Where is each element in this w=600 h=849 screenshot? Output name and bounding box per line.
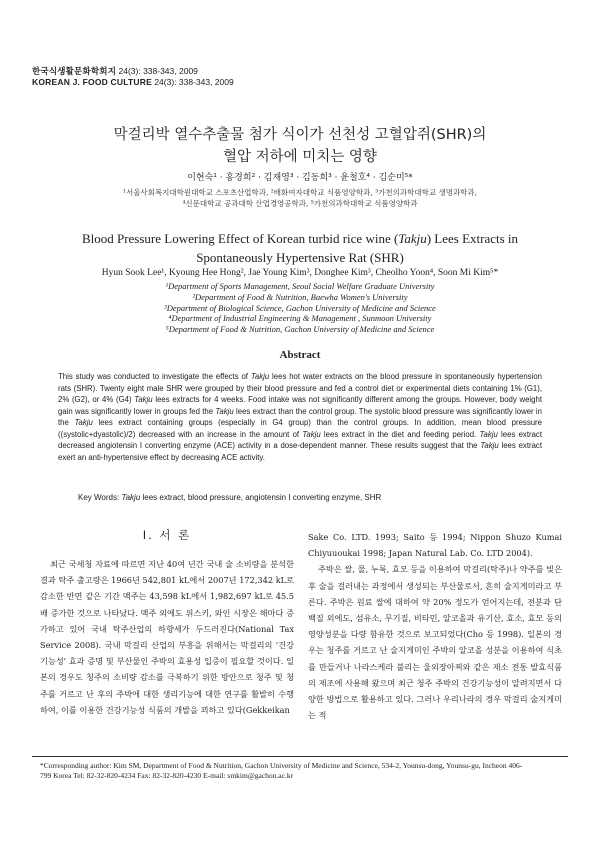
keywords-label: Key Words: (78, 493, 120, 502)
authors-korean: 이현숙¹ · 홍경희² · 김재영³ · 김동희³ · 윤철호⁴ · 김순미⁵* (187, 173, 413, 183)
right-column-paragraph: 주박은 쌀, 물, 누룩, 효모 등을 이용하여 막걸리(탁주)나 약주를 빚은 후 술을 걸러내는 과정에서 생성되는 부산물로서, 흔히 술지게미라고 부른다. 주박은 원료 쌀에 대하여 약 20% 정도가 얻어지는데, 전분과 단백질 외에도, 섬유소, 무기질, 비타민, 알코올과 유기산, 효소, 효모 등의 영양성분을 다량 함유한 것으로 보고되었다(Cho 등 1998). 일본의 경우는 청주를 거르고 난 술지게미인 주박의 알코올 성분을 이용하여 식초를 만들거나 나라스케라 불리는 울외장아찌와 같은 재소 전통 발효식품의 제조에 사용해 왔으며 최근 청주 주박의 건강기능성이 알려지면서 다양한 방법으로 활용하고 있다. 그러나 우리나라의 경우 막걸리 술지게미는 적 (308, 564, 562, 721)
authors-english: Hyun Sook Lee¹, Kyoung Hee Hong², Jae Young Kim³, Donghee Kim³, Cheolho Yoon⁴, Soon Mi Kim⁵* (101, 268, 499, 278)
right-column-continuation: Sake Co. LTD. 1993; Saito 등 1994; Nippon Shuzo Kumai Chiyuuoukai 1998; Japan Natural Lab. Co. LTD 2004). (308, 532, 562, 559)
keywords (78, 493, 381, 502)
abstract-heading: Abstract (279, 349, 321, 361)
journal-volume-en: 24(3): 338-343, 2009 (154, 77, 234, 87)
body-right-column (308, 529, 562, 723)
footnote-corresponding-author: *Corresponding author: Kim SM, Department of Food & Nutrition, Gachon University of Medicine and Science, 534-2, Younsu-dong, Younsu-gu, Incheon 406- 799 Korea Tel: 82-32-820-4234 Fax: 82-32-820-4230 E-mail: smkim@gachon.ac.kr (40, 761, 523, 780)
affiliations-english: ¹Department of Sports Management, Seoul Social Welfare Graduate University ²Department of Food & Nutrition, Baewha Women's University ³Department of Biological Science, Gachon University of Medicine and Science ⁴Department of Industrial Engineering & Management , Sunmoon University ⁵Department of Food & Nutrition, Gachon University of Medicine and Science (164, 281, 436, 335)
section-heading-introduction: I. 서 론 (142, 528, 192, 542)
title-english: Blood Pressure Lowering Effect of Korean turbid rice wine (Takju) Lees Extracts in Spontaneously Hypertensive Rat (SHR) (81, 231, 519, 265)
journal-name-ko: 한국식생활문화학회지 (32, 66, 117, 76)
title-korean: 막걸리박 열수추출물 첨가 식이가 선천성 고혈압쥐(SHR)의 혈압 저하에 미치는 영향 (113, 127, 487, 165)
journal-header (32, 66, 234, 88)
abstract-body: This study was conducted to investigate the effects of Takju lees hot water extracts on the blood pressure in spontaneously hypertension rats (SHR). Twenty eight male SHR were grouped by their blood pressure and fed a control diet or experimental diets containing 1% (G1), 2% (G2), or 4% (G4) Takju lees extracts for 4 weeks. Food intake was not significantly different among the groups. However, body weight gain was significantly lower in groups fed the Takju lees extract than the control group. The systolic blood pressure was significantly lower in the Takju lees extract containing groups (especially in G4 group) than the control groups. In addition, mean blood pressure ((systolic+dyastolic)/2) decreased with an increase in the amount of Takju lees extract in the diet and feeding period. Takju lees extract decreased angiotensin I converting enzyme (ACE) activity in a dose-dependent manner. These results suggest that the Takju lees extract exert an anti-hypertensive effect by decreasing ACE activity. (58, 372, 542, 462)
footnote-divider (32, 756, 568, 757)
journal-name-en: KOREAN J. FOOD CULTURE (32, 77, 152, 87)
keywords-list: Takju lees extract, blood pressure, angiotensin I converting enzyme, SHR (121, 493, 382, 502)
affiliations-korean: ¹서울사회복지대학원대학교 스포츠산업학과, ²배화여자대학교 식품영양학과, ³가천의과학대학교 생명과학과, ⁴신문대학교 공과대학 산업경영공학과, ⁵가천의과학대학교 식품영양학과 (122, 188, 478, 208)
journal-volume-ko: 24(3): 338-343, 2009 (118, 66, 198, 76)
body-left-column: 최근 국세청 자료에 따르면 지난 40여 년간 국내 술 소비량을 분석한 결과 탁주 출고량은 1966년 542,801 kL에서 2007년 172,342 kL로 감소한 반면 같은 기간 맥주는 43,598 kL에서 1,982,697 kL로 45.5배 증가한 것으로 나타났다. 맥주 외에도 위스키, 와인 시장은 해마다 증가하고 있어 국내 탁주산업의 하향세가 두드러진다(National Tax Service 2008). 국내 막걸리 산업의 부흥을 위해서는 막걸리의 '건강기능성' 효과 증명 및 부산물인 주박의 효용성 입증이 필요할 것이다. 일본의 경우도 청주의 소비량 감소를 극복하기 위한 방안으로 청주 및 청주를 거르고 난 후의 주박에 대한 생리기능에 대한 연구를 활발히 수행하여, 이를 이용한 건강기능성 식품의 개발을 꾀하고 있다(Gekkeikan (40, 559, 294, 715)
